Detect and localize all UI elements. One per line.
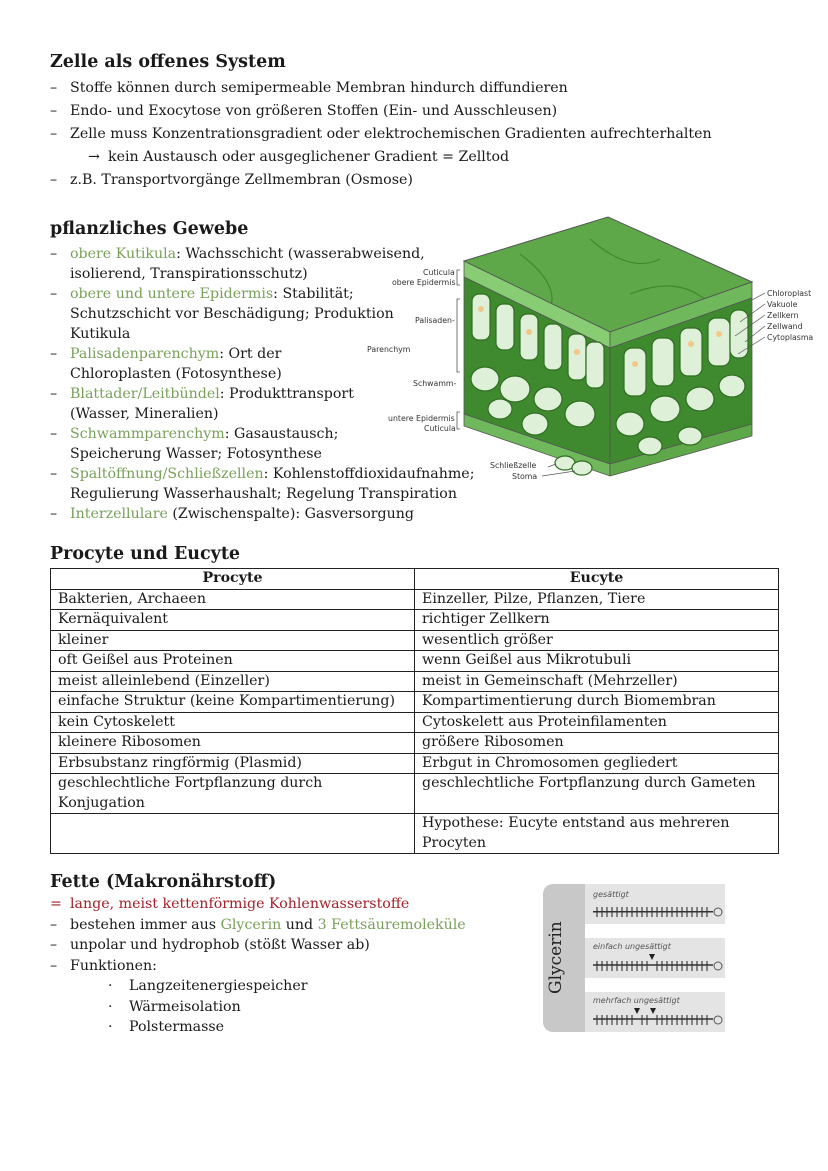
list-item bbox=[50, 915, 466, 935]
list-marker: – bbox=[50, 80, 58, 96]
list-item-text: Wärmeisolation bbox=[129, 998, 241, 1015]
list-item bbox=[50, 101, 712, 121]
leaf-diagram bbox=[360, 214, 820, 489]
term-text: Spaltöffnung/Schließzellen bbox=[70, 466, 264, 482]
list-item bbox=[50, 344, 330, 384]
desc-text: : Stabilität; Schutzschicht vor Beschädigung; Produktion Kutikula bbox=[70, 286, 394, 342]
list-item bbox=[50, 956, 466, 976]
desc-text: : Gasaustausch; Speicherung Wasser; Fotosynthese bbox=[70, 426, 339, 462]
list-marker: – bbox=[50, 386, 58, 402]
label-zellkern: Zellkern bbox=[767, 311, 799, 320]
table-cell: kleinere Ribosomen bbox=[51, 733, 415, 754]
table-row bbox=[51, 774, 779, 814]
table-cell: geschlechtliche Fortpflanzung durch Gameten bbox=[415, 774, 779, 814]
leaf-cross-section-illustration bbox=[360, 214, 820, 489]
list-item bbox=[50, 147, 712, 167]
table-row bbox=[51, 692, 779, 713]
label-stoma: Stoma bbox=[512, 472, 538, 481]
table-cell: richtiger Zellkern bbox=[415, 610, 779, 631]
list-item-text: Stoffe können durch semipermeable Membran hindurch diffundieren bbox=[70, 80, 568, 96]
arrow-icon: → bbox=[88, 149, 100, 165]
term-text: Interzellulare bbox=[70, 506, 168, 522]
list-item-text: Polstermasse bbox=[129, 1019, 225, 1035]
glycerin-label: Glycerin bbox=[546, 921, 566, 994]
label-schliesszelle: Schließzelle bbox=[490, 461, 537, 470]
term-text: Palisadenparenchym bbox=[70, 346, 220, 362]
list-item-text: lange, meist kettenförmige Kohlenwasserstoffe bbox=[70, 896, 410, 912]
fat-diagram bbox=[543, 884, 728, 1032]
label-cuticula-bottom: Cuticula bbox=[424, 424, 456, 433]
table-row bbox=[51, 733, 779, 754]
fette-list bbox=[50, 894, 466, 1037]
section-title-fette: Fette (Makronährstoff) bbox=[50, 872, 277, 892]
table-cell: Kernäquivalent bbox=[51, 610, 415, 631]
list-item-text: bestehen immer aus bbox=[70, 916, 221, 933]
term-text: obere Kutikula bbox=[70, 246, 177, 262]
list-item bbox=[50, 170, 712, 190]
label-vakuole: Vakuole bbox=[767, 300, 798, 309]
offenes-system-list bbox=[50, 78, 712, 190]
label-gesaettigt: gesättigt bbox=[593, 890, 629, 899]
column-header-procyte: Procyte bbox=[51, 569, 415, 590]
column-header-eucyte: Eucyte bbox=[415, 569, 779, 590]
table-cell: Cytoskelett aus Proteinfilamenten bbox=[415, 712, 779, 733]
table-row bbox=[51, 589, 779, 610]
table-cell: meist alleinlebend (Einzeller) bbox=[51, 671, 415, 692]
list-item bbox=[50, 78, 712, 98]
list-marker: · bbox=[108, 998, 113, 1015]
table-cell: geschlechtliche Fortpflanzung durch Konjugation bbox=[51, 774, 415, 814]
desc-text: (Zwischenspalte): Gasversorgung bbox=[167, 506, 414, 522]
desc-text: : Ort der Chloroplasten (Fotosynthese) bbox=[70, 346, 282, 382]
table-cell: kein Cytoskelett bbox=[51, 712, 415, 733]
label-cytoplasma: Cytoplasma bbox=[767, 333, 814, 342]
list-marker: – bbox=[50, 506, 58, 522]
list-item bbox=[50, 894, 466, 914]
table-row bbox=[51, 753, 779, 774]
label-parenchym: Parenchym bbox=[367, 345, 411, 354]
list-item-text: Endo- und Exocytose von größeren Stoffen (Ein- und Ausschleusen) bbox=[70, 103, 558, 119]
term-text: Blattader/Leitbündel bbox=[70, 386, 220, 402]
table-cell: kleiner bbox=[51, 630, 415, 651]
list-marker: – bbox=[50, 466, 58, 482]
label-epidermis-bottom: untere Epidermis bbox=[388, 414, 455, 423]
label-cuticula-top: Cuticula bbox=[423, 268, 455, 277]
list-item-text: kein Austausch oder ausgeglichener Gradient = Zelltod bbox=[108, 149, 510, 165]
table-cell: Hypothese: Eucyte entstand aus mehreren Procyten bbox=[415, 814, 779, 854]
list-marker: – bbox=[50, 126, 58, 142]
table-cell: Erbsubstanz ringförmig (Plasmid) bbox=[51, 753, 415, 774]
table-row bbox=[51, 651, 779, 672]
fatty-acid-chains bbox=[543, 884, 728, 1032]
list-item-text: Zelle muss Konzentrationsgradient oder elektrochemischen Gradienten aufrechterhalten bbox=[70, 126, 712, 142]
list-item-text: Langzeitenergiespeicher bbox=[129, 978, 308, 994]
desc-text: : Produkttransport (Wasser, Mineralien) bbox=[70, 386, 354, 422]
table-cell: Erbgut in Chromosomen gegliedert bbox=[415, 753, 779, 774]
list-item bbox=[50, 976, 466, 996]
list-marker: – bbox=[50, 172, 58, 188]
label-chloroplast: Chloroplast bbox=[767, 289, 812, 298]
list-item-text: unpolar und hydrophob (stößt Wasser ab) bbox=[70, 937, 370, 953]
label-mehrfach-ungesaettigt: mehrfach ungesättigt bbox=[593, 996, 680, 1005]
list-marker: – bbox=[50, 937, 58, 953]
table-cell: größere Ribosomen bbox=[415, 733, 779, 754]
list-marker: – bbox=[50, 346, 58, 362]
section-title-pflanzliches-gewebe: pflanzliches Gewebe bbox=[50, 219, 249, 239]
label-zellwand: Zellwand bbox=[767, 322, 803, 331]
label-epidermis-top: obere Epidermis bbox=[392, 278, 456, 287]
desc-text: : Kohlenstoffdioxidaufnahme; Regulierung Wasserhaushalt; Regelung Transpiration bbox=[70, 466, 475, 502]
list-item bbox=[50, 504, 500, 524]
table-row bbox=[51, 610, 779, 631]
table-cell: meist in Gemeinschaft (Mehrzeller) bbox=[415, 671, 779, 692]
list-marker: – bbox=[50, 103, 58, 119]
list-marker: – bbox=[50, 426, 58, 442]
list-marker: – bbox=[50, 957, 58, 974]
list-item bbox=[50, 124, 712, 144]
list-item bbox=[50, 935, 466, 955]
table-cell: Kompartimentierung durch Biomembran bbox=[415, 692, 779, 713]
table-cell: Einzeller, Pilze, Pflanzen, Tiere bbox=[415, 589, 779, 610]
list-marker: – bbox=[50, 286, 58, 302]
table-row bbox=[51, 671, 779, 692]
fettsaeure-term: 3 Fettsäuremoleküle bbox=[317, 916, 466, 933]
glycerin-term: Glycerin bbox=[220, 916, 282, 933]
list-item-text: und bbox=[281, 916, 318, 933]
table-cell: wesentlich größer bbox=[415, 630, 779, 651]
list-item bbox=[50, 997, 466, 1017]
list-marker: · bbox=[108, 1019, 113, 1035]
section-title-offenes-system: Zelle als offenes System bbox=[50, 52, 286, 72]
list-marker: · bbox=[108, 978, 113, 994]
term-text: Schwammparenchym bbox=[70, 426, 225, 442]
table-row bbox=[51, 712, 779, 733]
table-cell: Bakterien, Archaeen bbox=[51, 589, 415, 610]
table-cell bbox=[51, 814, 415, 854]
table-cell: oft Geißel aus Proteinen bbox=[51, 651, 415, 672]
list-marker: = bbox=[50, 896, 62, 912]
list-marker: – bbox=[50, 246, 58, 262]
desc-text: : Wachsschicht (wasserabweisend, isolierend, Transpirationsschutz) bbox=[70, 246, 425, 282]
table-cell: wenn Geißel aus Mikrotubuli bbox=[415, 651, 779, 672]
list-item-text: Funktionen: bbox=[70, 957, 157, 974]
table-row bbox=[51, 630, 779, 651]
list-marker: – bbox=[50, 916, 58, 933]
table-header-row bbox=[51, 569, 779, 590]
list-item-text: z.B. Transportvorgänge Zellmembran (Osmose) bbox=[70, 172, 413, 188]
label-palisaden: Palisaden- bbox=[415, 316, 455, 325]
term-text: obere und untere Epidermis bbox=[70, 286, 274, 302]
table-cell: einfache Struktur (keine Kompartimentierung) bbox=[51, 692, 415, 713]
list-item bbox=[50, 424, 360, 464]
table-row bbox=[51, 814, 779, 854]
list-item bbox=[50, 384, 370, 424]
label-schwamm: Schwamm- bbox=[413, 379, 457, 388]
label-einfach-ungesaettigt: einfach ungesättigt bbox=[593, 942, 671, 951]
procyte-eucyte-table bbox=[50, 568, 779, 854]
list-item bbox=[50, 1017, 466, 1037]
section-title-procyte-eucyte: Procyte und Eucyte bbox=[50, 544, 241, 564]
